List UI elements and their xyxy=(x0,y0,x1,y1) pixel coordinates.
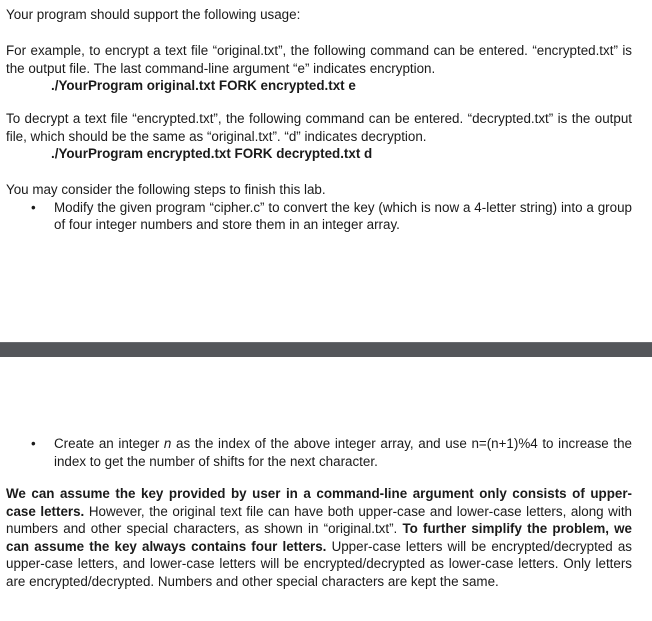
bullet-icon: • xyxy=(31,199,36,215)
decrypt-section xyxy=(6,110,632,163)
assumption-bold1: We can assume the key provided by user in a command-line argument only consists of upper-case letters. xyxy=(6,486,632,519)
encrypt-command: ./YourProgram original.txt FORK encrypted.txt e xyxy=(51,78,356,93)
step2-text xyxy=(54,435,632,470)
step2-var: n xyxy=(163,436,172,451)
page-divider xyxy=(0,342,652,357)
list-item xyxy=(6,435,632,470)
steps-section xyxy=(6,181,632,234)
step1-text: Modify the given program “cipher.c” to convert the key (which is now a 4-letter string) into a group of four integer numbers and store them in an integer array. xyxy=(54,199,632,232)
assumption-bold2: To further simplify the problem, we can assume the key always contains four letters. xyxy=(6,521,632,554)
usage-heading: Your program should support the following usage: xyxy=(6,7,301,22)
assumption-paragraph xyxy=(6,485,632,590)
step2-before: Create an integer xyxy=(54,436,164,451)
encrypt-section xyxy=(6,42,632,95)
assumption-normal2: Upper-case letters will be encrypted/decrypted as upper-case letters, and lower-case letters will be encrypted/decrypted as lower-case letters. Only letters are encrypted/decrypted. Numbers and other special characters are kept the same. xyxy=(6,538,632,589)
steps-continued xyxy=(6,435,632,470)
bullet-icon: • xyxy=(31,436,36,451)
decrypt-command: ./YourProgram encrypted.txt FORK decrypted.txt d xyxy=(51,146,373,161)
decrypt-paragraph: To decrypt a text file “encrypted.txt”, the following command can be entered. “decrypted.txt” is the output file, which should be the same as “original.txt”. “d” indicates decryption. xyxy=(6,111,632,144)
list-item xyxy=(6,199,632,234)
encrypt-paragraph: For example, to encrypt a text file “original.txt”, the following command can be entered. “encrypted.txt” is the output file. The last command-line argument “e” indicates encryption. xyxy=(6,43,632,76)
step2-after: as the index of the above integer array, and use n=(n+1)%4 to increase the index to get the number of shifts for the next character. xyxy=(54,436,632,469)
assumption-normal1: However, the original text file can have both upper-case and lower-case letters, along with numbers and other special characters, as shown in “original.txt”. xyxy=(6,503,632,536)
steps-intro: You may consider the following steps to finish this lab. xyxy=(6,182,326,197)
